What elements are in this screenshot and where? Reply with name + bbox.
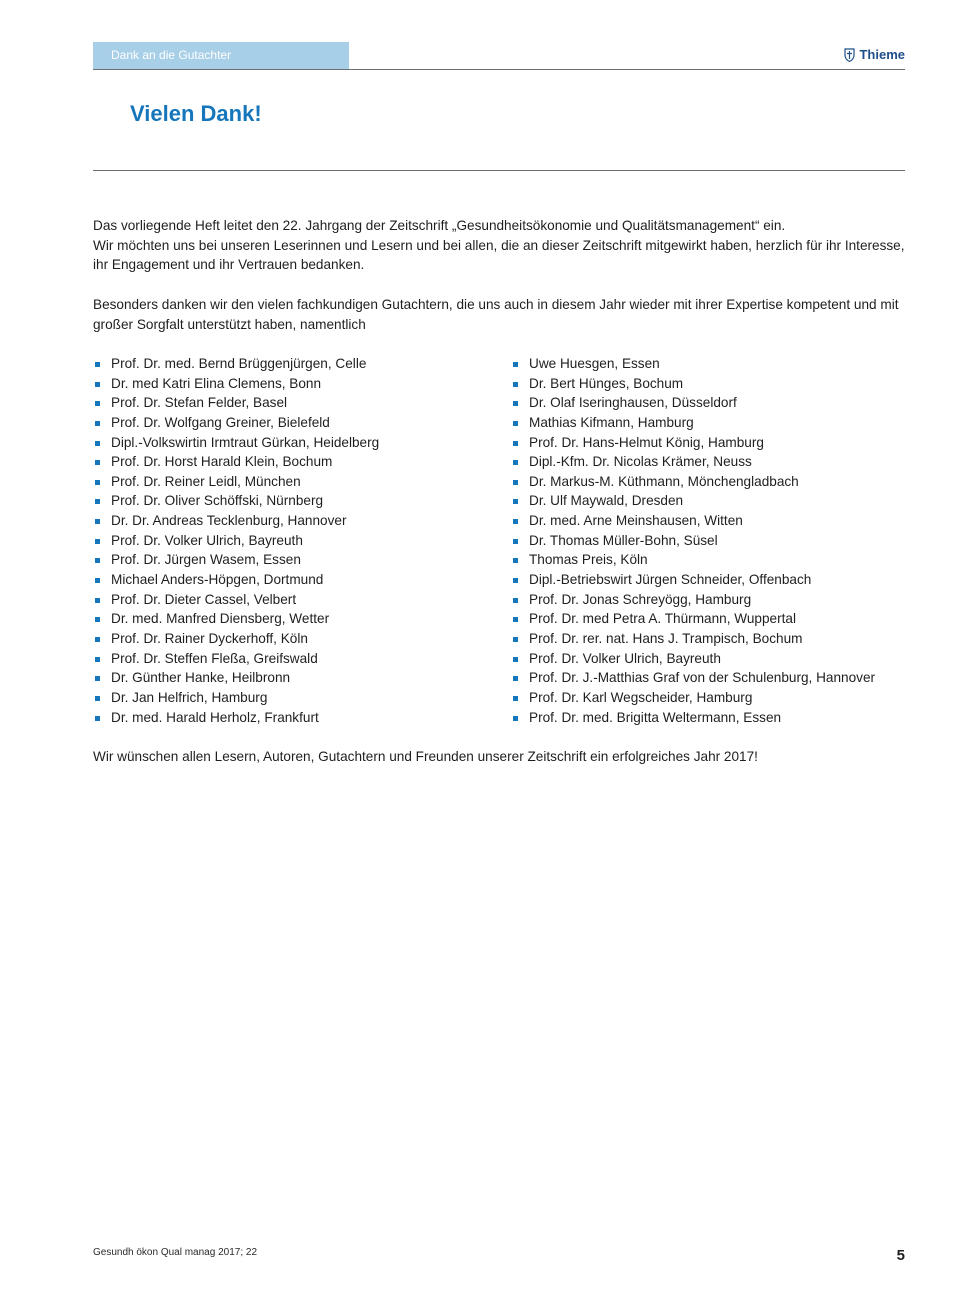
journal-citation: Gesundh ökon Qual manag 2017; 22	[93, 1247, 258, 1258]
reviewer-list-item: Dr. med. Harald Herholz, Frankfurt	[93, 708, 493, 728]
intro-line-1: Das vorliegende Heft leitet den 22. Jahrgang der Zeitschrift „Gesundheitsökonomie und Qualitätsmanagement“ ein.	[93, 218, 786, 233]
reviewer-list-item: Dr. Markus-M. Küthmann, Mönchengladbach	[511, 472, 905, 492]
thanks-paragraph	[93, 295, 905, 334]
title-divider	[93, 170, 905, 171]
reviewer-list-item: Mathias Kifmann, Hamburg	[511, 413, 905, 433]
intro-line-2: Wir möchten uns bei unseren Leserinnen und Lesern und bei allen, die an dieser Zeitschrift mitgewirkt haben, herzlich für ihr Interesse, ihr Engagement und ihr Vertrauen bedanken.	[93, 237, 905, 273]
reviewer-list-item: Dr. Olaf Iseringhausen, Düsseldorf	[511, 393, 905, 413]
reviewer-list-item: Dipl.-Betriebswirt Jürgen Schneider, Offenbach	[511, 570, 905, 590]
reviewer-list-item: Prof. Dr. Volker Ulrich, Bayreuth	[93, 531, 493, 551]
reviewer-list-item: Dr. Jan Helfrich, Hamburg	[93, 688, 493, 708]
thieme-crest-icon	[844, 48, 855, 62]
reviewer-list-item: Dr. med. Manfred Diensberg, Wetter	[93, 609, 493, 629]
reviewer-list-item: Dr. med Katri Elina Clemens, Bonn	[93, 374, 493, 394]
reviewer-list-item: Prof. Dr. Dieter Cassel, Velbert	[93, 590, 493, 610]
page-title: Vielen Dank!	[130, 101, 262, 126]
reviewer-list-column-2	[511, 354, 905, 727]
reviewer-list-item: Dipl.-Volkswirtin Irmtraut Gürkan, Heidelberg	[93, 433, 493, 453]
reviewer-list-item: Dr. Ulf Maywald, Dresden	[511, 491, 905, 511]
reviewer-list-item: Prof. Dr. Karl Wegscheider, Hamburg	[511, 688, 905, 708]
reviewer-list-item: Dr. Bert Hünges, Bochum	[511, 374, 905, 394]
reviewer-list-item: Prof. Dr. med. Brigitta Weltermann, Essen	[511, 708, 905, 728]
reviewer-list-item: Prof. Dr. med. Bernd Brüggenjürgen, Celle	[93, 354, 493, 374]
reviewer-list-item: Thomas Preis, Köln	[511, 550, 905, 570]
reviewer-list-column-1	[93, 354, 493, 727]
reviewer-list-item: Prof. Dr. Rainer Dyckerhoff, Köln	[93, 629, 493, 649]
reviewer-list-item: Dipl.-Kfm. Dr. Nicolas Krämer, Neuss	[511, 452, 905, 472]
reviewer-list-item: Prof. Dr. Steffen Fleßa, Greifswald	[93, 649, 493, 669]
reviewer-list-item: Prof. Dr. Wolfgang Greiner, Bielefeld	[93, 413, 493, 433]
section-header-bar	[93, 42, 349, 69]
closing-paragraph	[93, 747, 905, 767]
reviewer-list-item: Michael Anders-Höpgen, Dortmund	[93, 570, 493, 590]
reviewer-list-item: Prof. Dr. Stefan Felder, Basel	[93, 393, 493, 413]
thanks-text: Besonders danken wir den vielen fachkundigen Gutachtern, die uns auch in diesem Jahr wieder mit ihrer Expertise kompetent und mit großer Sorgfalt unterstützt haben, namentlich	[93, 297, 899, 332]
reviewer-list-item: Uwe Huesgen, Essen	[511, 354, 905, 374]
reviewer-list-item: Dr. Thomas Müller-Bohn, Süsel	[511, 531, 905, 551]
reviewer-list-item: Prof. Dr. Volker Ulrich, Bayreuth	[511, 649, 905, 669]
reviewer-list-item: Dr. Dr. Andreas Tecklenburg, Hannover	[93, 511, 493, 531]
reviewer-list-item: Dr. Günther Hanke, Heilbronn	[93, 668, 493, 688]
reviewer-list-item: Prof. Dr. Horst Harald Klein, Bochum	[93, 452, 493, 472]
reviewer-list-item: Prof. Dr. Reiner Leidl, München	[93, 472, 493, 492]
reviewer-list-item: Prof. Dr. Hans-Helmut König, Hamburg	[511, 433, 905, 453]
reviewer-list-item: Prof. Dr. Jürgen Wasem, Essen	[93, 550, 493, 570]
page-number: 5	[896, 1247, 905, 1264]
thieme-logo	[844, 47, 905, 62]
reviewer-list-item: Dr. med. Arne Meinshausen, Witten	[511, 511, 905, 531]
header-divider	[93, 69, 905, 70]
logo-text: Thieme	[859, 47, 905, 62]
intro-paragraph	[93, 216, 905, 275]
reviewer-list-item: Prof. Dr. Jonas Schreyögg, Hamburg	[511, 590, 905, 610]
reviewer-list-item: Prof. Dr. med Petra A. Thürmann, Wuppertal	[511, 609, 905, 629]
closing-text: Wir wünschen allen Lesern, Autoren, Gutachtern und Freunden unserer Zeitschrift ein erfolgreiches Jahr 2017!	[93, 749, 758, 764]
reviewer-list-item: Prof. Dr. rer. nat. Hans J. Trampisch, Bochum	[511, 629, 905, 649]
section-label: Dank an die Gutachter	[111, 48, 232, 62]
reviewer-list-item: Prof. Dr. J.-Matthias Graf von der Schulenburg, Hannover	[511, 668, 905, 688]
reviewer-list-item: Prof. Dr. Oliver Schöffski, Nürnberg	[93, 491, 493, 511]
